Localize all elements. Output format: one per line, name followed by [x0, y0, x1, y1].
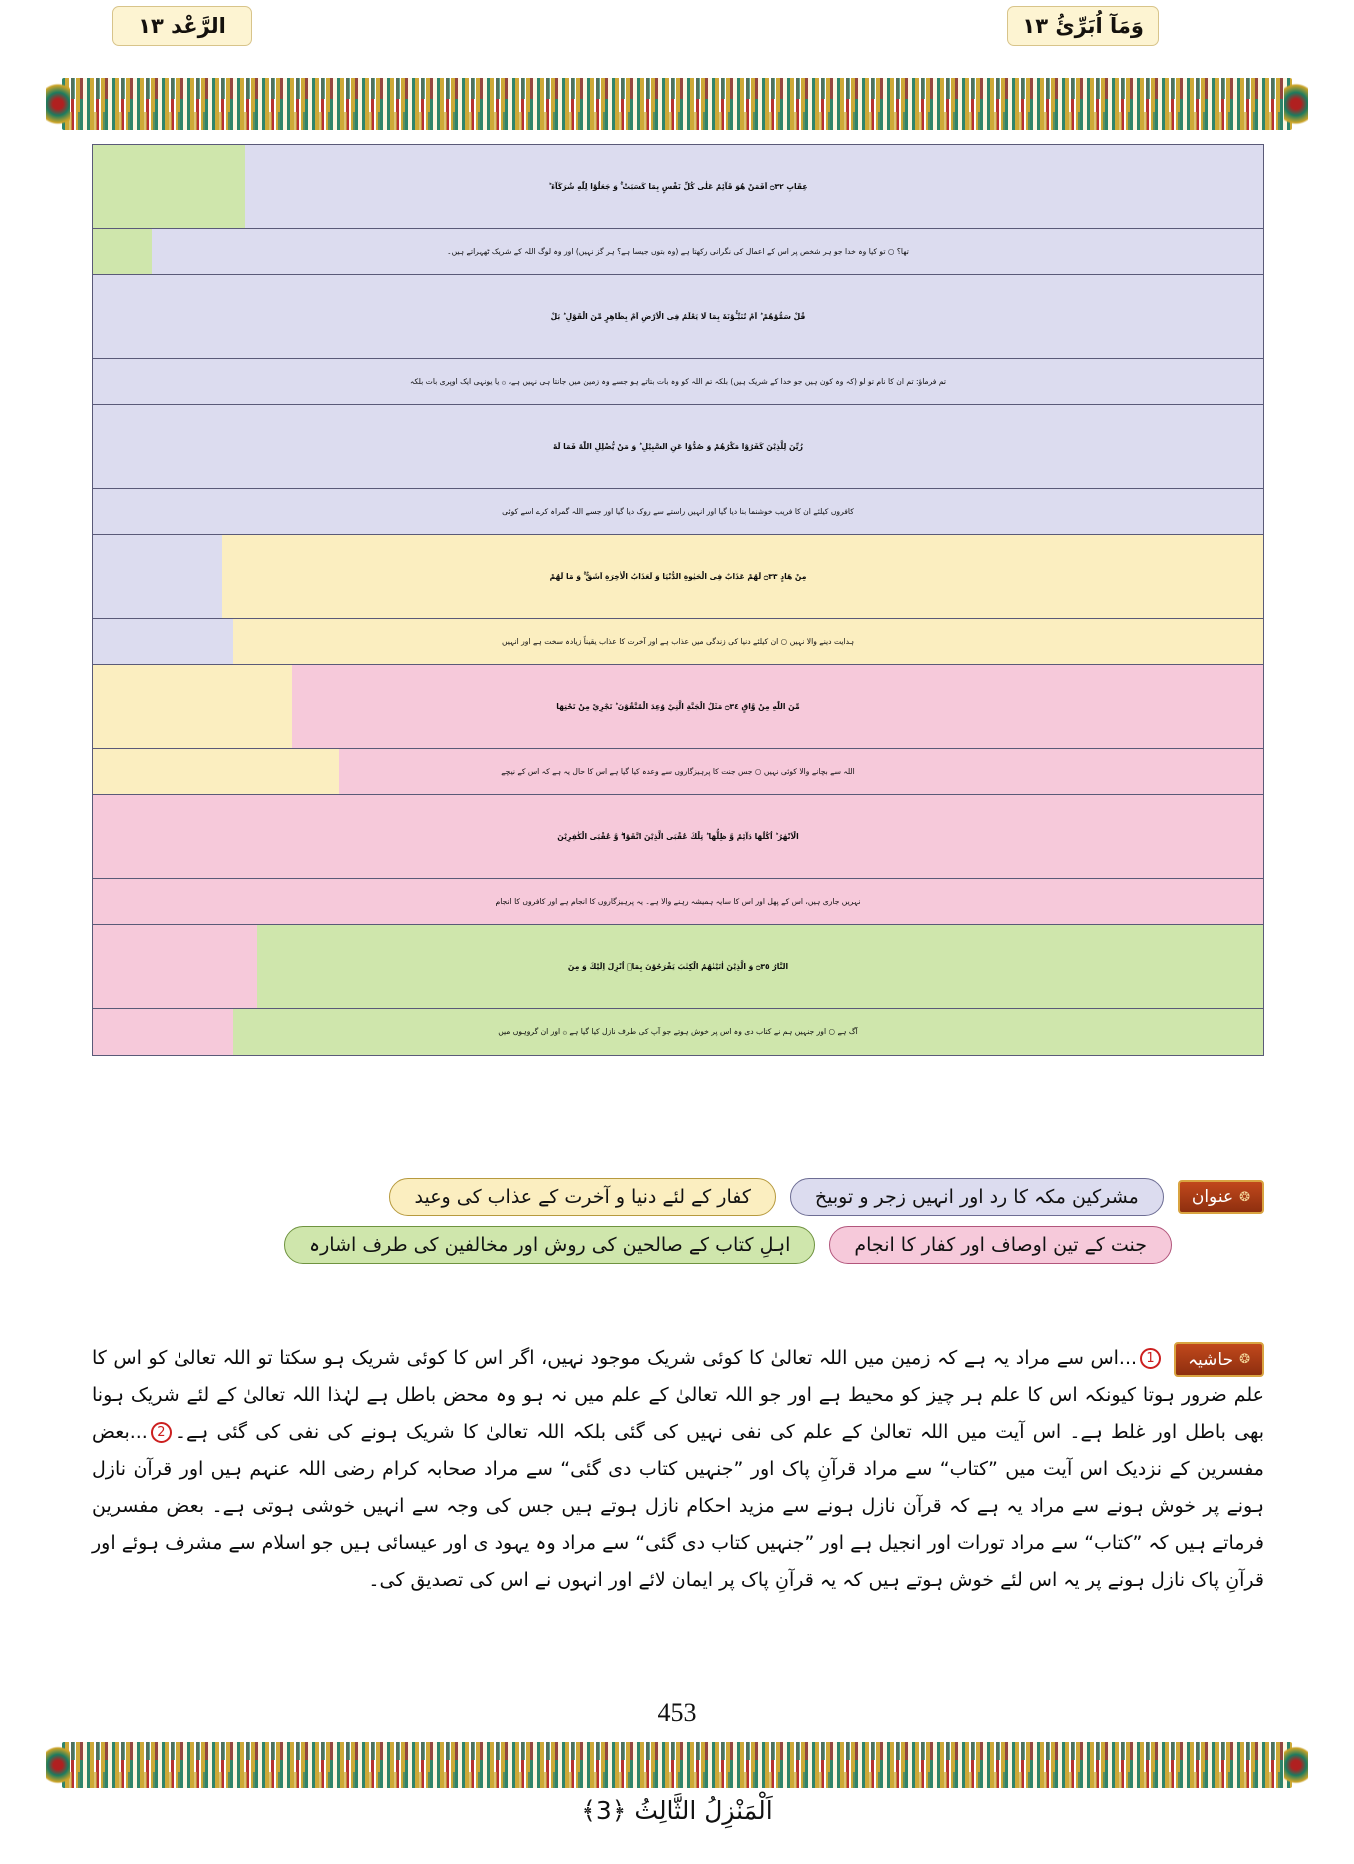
topic-pill[interactable]: جنت کے تین اوصاف اور کفار کا انجام [829, 1226, 1172, 1264]
manzil-label: اَلْمَنْزِلُ الثَّالِثُ ﴿3﴾ [581, 1796, 773, 1825]
arabic-verse-row [93, 405, 1263, 489]
arabic-verse-row [93, 535, 1263, 619]
urdu-translation-text: تھا؟ ○ تو کیا وہ خدا جو ہر شخص پر اس کے اعمال کی نگرانی رکھتا ہے (وہ بتوں جیسا ہے؟ ہر گز نہیں) اور وہ لوگ اللہ کے شریک ٹھہراتے ہیں۔ [447, 246, 909, 256]
juz-name-text: وَمَآ اُبَرِّئُ ١٣ [1022, 14, 1144, 38]
topic-pill[interactable]: کفار کے لئے دنیا و آخرت کے عذاب کی وعید [389, 1178, 775, 1216]
footnote-marker-1: 1 [1140, 1348, 1161, 1369]
unwan-badge-label: عنوان [1191, 1187, 1234, 1207]
arabic-verse-text: قُلْ سَمُّوْهُمْ ؕ اَمْ تُنَبِّـُٔوْنَهٗ بِمَا لَا يَعْلَمُ فِى الْاَرْضِ اَمْ بِظَاهِرٍ مِّنَ الْقَوْلِ ؕ بَلْ [550, 311, 806, 321]
footer-ornament-band [62, 1742, 1292, 1788]
urdu-translation-text: تم فرماؤ: تم ان کا نام تو لو (کہ وہ کون ہیں جو خدا کے شریک ہیں) بلکہ تم اللہ کو وہ بات بتاتے ہو جسے وہ زمین میں جانتا ہی نہیں ہے، ۞ یا یونہی ایک اوپری بات بلکہ [410, 376, 946, 386]
urdu-translation-text: ہدایت دینے والا نہیں ○ ان کیلئے دنیا کی زندگی میں عذاب ہے اور آخرت کا عذاب یقیناً زیادہ سخت ہے اور انہیں [501, 636, 855, 646]
ornament-edge-right-bottom [1284, 1742, 1308, 1788]
topic-pill[interactable]: اہلِ کتاب کے صالحین کی روش اور مخالفین کی طرف اشارہ [284, 1226, 815, 1264]
header-ornament-band [62, 78, 1292, 130]
fleur-icon: ❂ [1239, 1189, 1250, 1205]
footnote-text [92, 1340, 1264, 1599]
urdu-translation-row [93, 1009, 1263, 1055]
hashiya-badge-label: حاشیہ [1188, 1350, 1234, 1370]
arabic-verse-text: مِّنَ اللّٰهِ مِنْ وَّاقٍ ۝٣٤ مَثَلُ الْجَنَّةِ الَّتِيْ وُعِدَ الْمُتَّقُوْنَ ؕ تَجْرِيْ مِنْ تَحْتِهَا [556, 701, 800, 711]
urdu-translation-row [93, 879, 1263, 925]
arabic-verse-row [93, 795, 1263, 879]
urdu-translation-row [93, 229, 1263, 275]
topic-pill-row-1 [92, 1178, 1264, 1216]
topic-pill[interactable]: مشرکین مکہ کا رد اور انہیں زجر و توبیخ [790, 1178, 1164, 1216]
topic-pill-row-2 [92, 1226, 1264, 1264]
surah-name-text: الرَّعْد ١٣ [138, 14, 226, 38]
topic-pill-area [92, 1178, 1264, 1274]
page-number: 453 [657, 1698, 697, 1727]
urdu-translation-text: کافروں کیلئے ان کا فریب خوشنما بنا دیا گیا اور انہیں راستے سے روک دیا گیا اور جسے اللہ گمراہ کرے اسے کوئی [502, 506, 854, 516]
arabic-verse-row [93, 925, 1263, 1009]
urdu-translation-text: اللہ سے بچانے والا کوئی نہیں ○ جس جنت کا پرہیزگاروں سے وعدہ کیا گیا ہے اس کا حال یہ ہے کہ اس کے نیچے [501, 766, 855, 776]
footnote-paragraph-1: ...اس سے مراد یہ ہے کہ زمین میں اللہ تعالیٰ کا کوئی شریک موجود نہیں، اگر اس کا کوئی شریک ہو سکتا تو اللہ تعالیٰ کو اس کا علم ضرور ہوتا کیونکہ اس کا علم ہر چیز کو محیط ہے اور جو اللہ تعالیٰ کے علم میں نہ ہو وہ محض باطل ہے لہٰذا اللہ تعالیٰ کے لئے شریک ہونا بھی باطل اور غلط ہے۔ اس آیت میں اللہ تعالیٰ کے علم کی نفی نہیں کی گئی بلکہ اللہ تعالیٰ کا شریک ہونے کی نفی کی گئی ہے۔ [92, 1347, 1264, 1444]
urdu-translation-row [93, 359, 1263, 405]
footnote-paragraph-2: ...بعض مفسرین کے نزدیک اس آیت میں ”کتاب“ سے مراد قرآنِ پاک اور ”جنہیں کتاب دی گئی“ سے مراد صحابہ کرام رضی اللہ عنہم ہیں اور قرآن نازل ہونے پر خوش ہونے سے مراد یہ ہے کہ قرآن نازل ہونے سے مزید احکام نازل ہوتے ہیں جس کی وجہ سے انہیں خوشی ہوتی ہے۔ بعض مفسرین فرماتے ہیں کہ ”کتاب“ سے مراد تورات اور انجیل ہے اور ”جنہیں کتاب دی گئی“ سے مراد وہ یہود ی اور عیسائی ہیں جو اسلام سے مشرف ہوئے اور قرآنِ پاک نازل ہونے پر یہ اس لئے خوش ہوتے ہیں کہ یہ قرآنِ پاک پر ایمان لائے اور انہوں نے اس کی تصدیق کی۔ [92, 1421, 1264, 1592]
arabic-verse-row [93, 275, 1263, 359]
fleur-icon-2: ❂ [1239, 1352, 1250, 1367]
ornament-edge-left [46, 78, 70, 130]
hashiya-badge-wrap [1174, 1342, 1264, 1377]
arabic-verse-text: زُيِّنَ لِلَّذِيْنَ كَفَرُوْا مَكْرُهُمْ وَ صُدُّوْا عَنِ السَّبِيْلِ ؕ وَ مَنْ يُّضْلِلِ اللّٰهُ فَمَا لَهٗ [552, 441, 804, 451]
arabic-verse-row [93, 145, 1263, 229]
ornament-edge-right [1284, 78, 1308, 130]
ornament-pattern-top [62, 78, 1292, 130]
arabic-verse-text: النَّارُ ۝٣٥ وَ الَّذِيْنَ اٰتَيْنٰهُمُ الْكِتٰبَ يَفْرَحُوْنَ بِمَاۤ اُنْزِلَ اِلَيْكَ وَ مِنَ [567, 961, 789, 971]
verse-block [92, 144, 1264, 1056]
arabic-verse-text: الْاَنْهٰرُ ؕ اُكُلُهَا دَآئِمٌ وَّ ظِلُّهَا ؕ تِلْكَ عُقْبَى الَّذِيْنَ اتَّقَوْا ۖ وَّ عُقْبَى الْكٰفِرِيْنَ [557, 831, 799, 841]
arabic-verse-text: عِقَابِ ۝٣٢ اَفَمَنْ هُوَ قَآئِمٌ عَلٰى كُلِّ نَفْسٍ بِمَا كَسَبَتْ ۚ وَ جَعَلُوْا لِلّٰهِ شُرَكَآءَ ؕ [548, 181, 808, 191]
unwan-badge [1178, 1180, 1264, 1214]
urdu-translation-row [93, 619, 1263, 665]
urdu-translation-row [93, 749, 1263, 795]
juz-name-cartouche [1007, 6, 1159, 46]
hashiya-badge [1174, 1342, 1264, 1377]
urdu-translation-text: آگ ہے ○ اور جنہیں ہم نے کتاب دی وہ اس پر خوش ہوتے جو آپ کی طرف نازل کیا گیا ہے ۞ اور ان گروہوں میں [498, 1026, 858, 1036]
ornament-edge-left-bottom [46, 1742, 70, 1788]
arabic-verse-text: مِنْ هَادٍ ۝٣٣ لَهُمْ عَذَابٌ فِى الْحَيٰوةِ الدُّنْيَا وَ لَعَذَابُ الْاٰخِرَةِ اَشَقُّ ۚ وَ مَا لَهُمْ [549, 571, 807, 581]
footnote-area [92, 1340, 1264, 1599]
surah-name-cartouche [112, 6, 252, 46]
ornament-pattern-bottom [62, 1742, 1292, 1788]
footnote-marker-2: 2 [151, 1422, 172, 1443]
urdu-translation-text: نہریں جاری ہیں، اس کے پھل اور اس کا سایہ ہمیشہ رہنے والا ہے۔ یہ پرہیزگاروں کا انجام ہے اور کافروں کا انجام [495, 896, 861, 906]
urdu-translation-row [93, 489, 1263, 535]
arabic-verse-row [93, 665, 1263, 749]
